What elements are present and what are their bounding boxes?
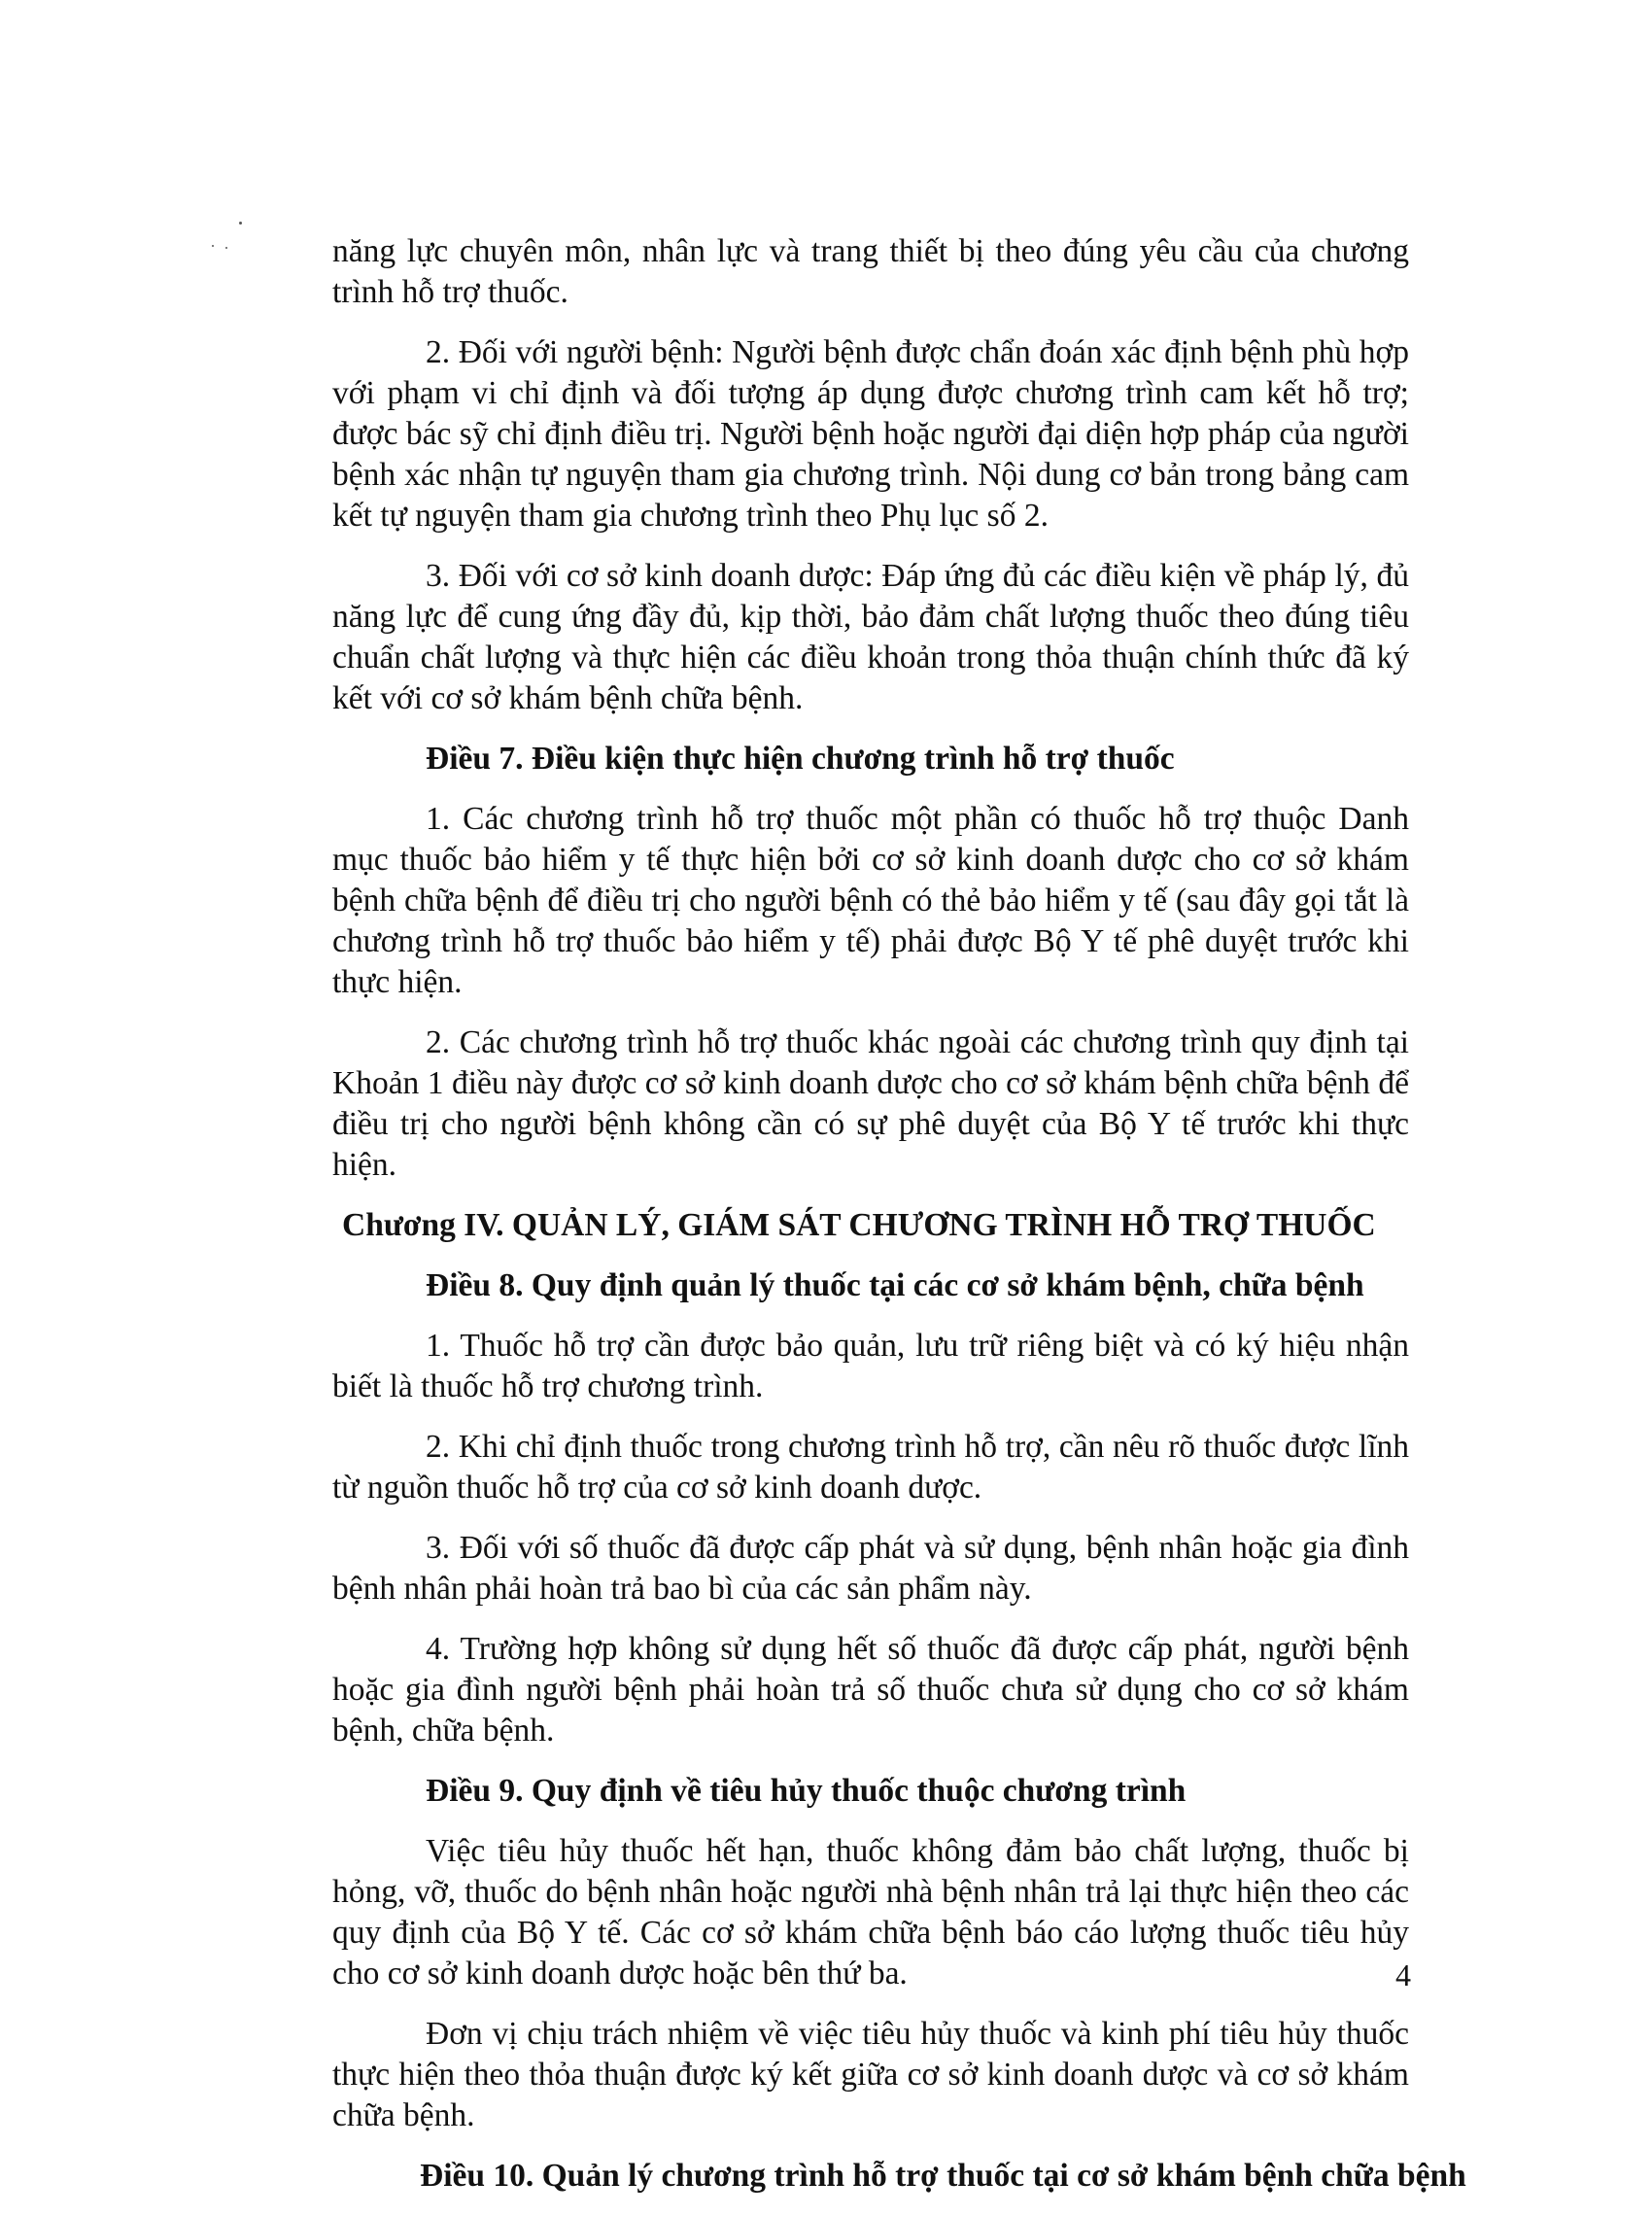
article-9-heading: Điều 9. Quy định về tiêu hủy thuốc thuộc chương trình bbox=[426, 1773, 1187, 1809]
article-9-paragraph-2: Đơn vị chịu trách nhiệm về việc tiêu hủy thuốc và kinh phí tiêu hủy thuốc thực hiện theo thỏa thuận được ký kết giữa cơ sở kinh doanh dược và cơ sở khám chữa bệnh. bbox=[332, 2016, 1409, 2133]
article-7-clause-1: 1. Các chương trình hỗ trợ thuốc một phần có thuốc hỗ trợ thuộc Danh mục thuốc bảo hiểm y tế thực hiện bởi cơ sở kinh doanh dược cho cơ sở khám bệnh chữa bệnh để điều trị cho người bệnh có thẻ bảo hiểm y tế (sau đây gọi tắt là chương trình hỗ trợ thuốc bảo hiểm y tế) phải được Bộ Y tế phê duyệt trước khi thực hiện. bbox=[332, 801, 1409, 1000]
chapter-4-heading: Chương IV. QUẢN LÝ, GIÁM SÁT CHƯƠNG TRÌNH HỖ TRỢ THUỐC bbox=[342, 1207, 1376, 1243]
article-8-clause-1: 1. Thuốc hỗ trợ cần được bảo quản, lưu trữ riêng biệt và có ký hiệu nhận biết là thuốc hỗ trợ chương trình. bbox=[332, 1328, 1409, 1404]
scan-speck bbox=[225, 247, 227, 249]
document-body bbox=[332, 231, 1466, 2216]
paragraph-continuation: năng lực chuyên môn, nhân lực và trang thiết bị theo đúng yêu cầu của chương trình hỗ trợ thuốc. bbox=[332, 233, 1409, 310]
article-9-paragraph-1: Việc tiêu hủy thuốc hết hạn, thuốc không đảm bảo chất lượng, thuốc bị hỏng, vỡ, thuốc do bệnh nhân hoặc người nhà bệnh nhân trả lại thực hiện theo các quy định của Bộ Y tế. Các cơ sở khám chữa bệnh báo cáo lượng thuốc tiêu hủy cho cơ sở kinh doanh dược hoặc bên thứ ba. bbox=[332, 1833, 1409, 1991]
page-number: 4 bbox=[1395, 1957, 1411, 1992]
article-8-clause-3: 3. Đối với số thuốc đã được cấp phát và sử dụng, bệnh nhân hoặc gia đình bệnh nhân phải hoàn trả bao bì của các sản phẩm này. bbox=[332, 1530, 1409, 1607]
scan-speck bbox=[239, 222, 242, 225]
article-8-clause-4: 4. Trường hợp không sử dụng hết số thuốc đã được cấp phát, người bệnh hoặc gia đình người bệnh phải hoàn trả số thuốc chưa sử dụng cho cơ sở khám bệnh, chữa bệnh. bbox=[332, 1631, 1409, 1749]
article-8-clause-2: 2. Khi chỉ định thuốc trong chương trình hỗ trợ, cần nêu rõ thuốc được lĩnh từ nguồn thuốc hỗ trợ của cơ sở kinh doanh dược. bbox=[332, 1429, 1409, 1506]
article-10-heading: Điều 10. Quản lý chương trình hỗ trợ thuốc tại cơ sở khám bệnh chữa bệnh bbox=[420, 2158, 1466, 2194]
article-7-clause-2: 2. Các chương trình hỗ trợ thuốc khác ngoài các chương trình quy định tại Khoản 1 điều này được cơ sở kinh doanh dược cho cơ sở khám bệnh chữa bệnh để điều trị cho người bệnh không cần có sự phê duyệt của Bộ Y tế trước khi thực hiện. bbox=[332, 1024, 1409, 1183]
article-8-heading: Điều 8. Quy định quản lý thuốc tại các cơ sở khám bệnh, chữa bệnh bbox=[426, 1267, 1364, 1303]
article-7-heading: Điều 7. Điều kiện thực hiện chương trình hỗ trợ thuốc bbox=[426, 741, 1175, 777]
paragraph-pharma-business-conditions: 3. Đối với cơ sở kinh doanh dược: Đáp ứng đủ các điều kiện về pháp lý, đủ năng lực để cung ứng đầy đủ, kịp thời, bảo đảm chất lượng thuốc theo đúng tiêu chuẩn chất lượng và thực hiện các điều khoản trong thỏa thuận chính thức đã ký kết với cơ sở khám bệnh chữa bệnh. bbox=[332, 558, 1409, 716]
paragraph-patient-conditions: 2. Đối với người bệnh: Người bệnh được chẩn đoán xác định bệnh phù hợp với phạm vi chỉ định và đối tượng áp dụng được chương trình cam kết hỗ trợ; được bác sỹ chỉ định điều trị. Người bệnh hoặc người đại diện hợp pháp của người bệnh xác nhận tự nguyện tham gia chương trình. Nội dung cơ bản trong bảng cam kết tự nguyện tham gia chương trình theo Phụ lục số 2. bbox=[332, 334, 1409, 534]
scan-speck bbox=[212, 245, 214, 247]
